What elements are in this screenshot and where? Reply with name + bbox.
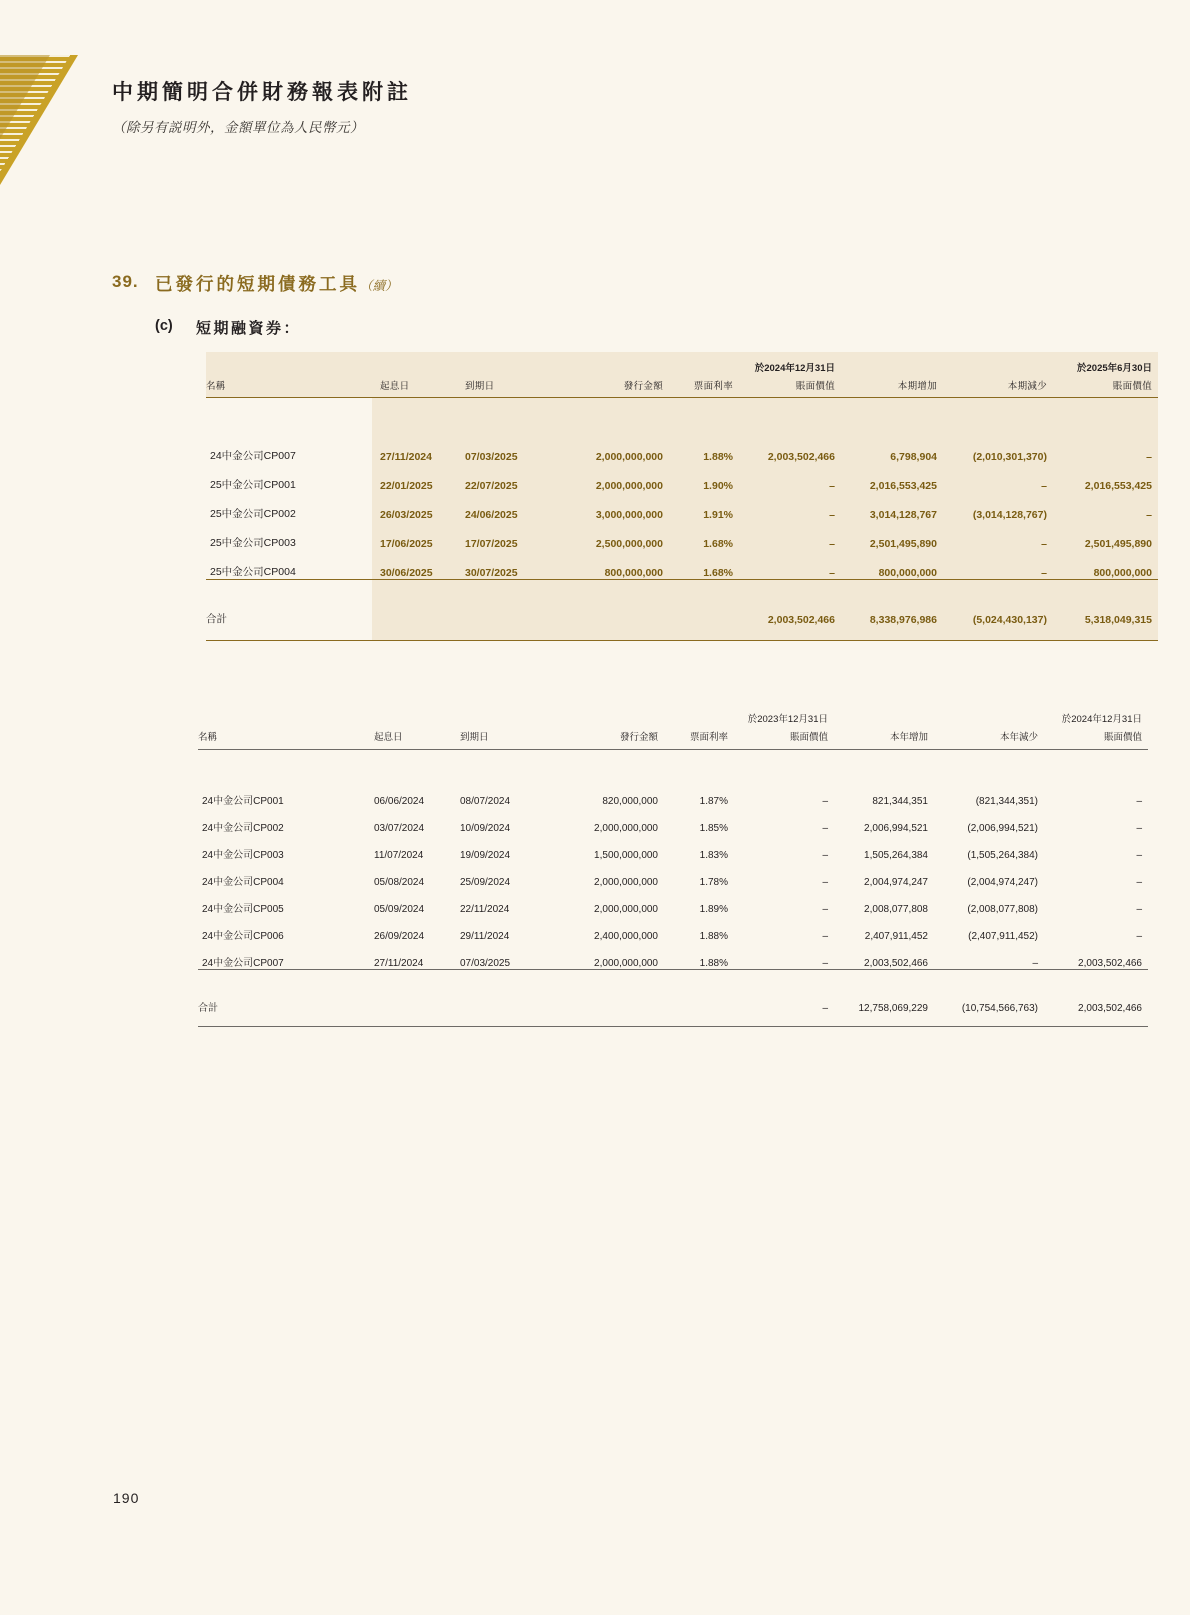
table2-total-row (198, 970, 1148, 1027)
table1-col-maturity: 到期日 (457, 378, 549, 398)
table2-row-name: 24中金公司CP007 (198, 942, 368, 970)
spacer-cell (454, 750, 546, 781)
table2-row-start: 05/09/2024 (374, 904, 425, 915)
table2-row-increase: 2,003,502,466 (834, 942, 934, 970)
table1-row-carrying-begin: 2,003,502,466 (739, 434, 841, 463)
table1-row-start: 22/01/2025 (372, 463, 457, 492)
table1-row-maturity: 30/07/2025 (457, 550, 549, 580)
table1-row-name: 25中金公司CP004 (206, 550, 372, 580)
table2-row-increase: 2,006,994,521 (864, 823, 928, 834)
table1-total-increase: 8,338,976,986 (841, 580, 943, 641)
table2-row-amount: 2,400,000,000 (594, 931, 658, 942)
table2-col-name: 名稱 (198, 729, 368, 750)
spacer-cell (457, 398, 549, 435)
section-title (155, 271, 398, 296)
table2-row-start: 26/09/2024 (374, 931, 425, 942)
table2-row-carrying-end: – (1136, 796, 1142, 807)
spacer-cell (549, 352, 669, 378)
table2-col-amount: 發行金額 (546, 729, 664, 750)
table1-total-label: 合計 (206, 580, 372, 641)
table2-total-increase: 12,758,069,229 (834, 970, 934, 1027)
table1-row-carrying-end: – (1053, 434, 1158, 463)
section-title-text: 已發行的短期債務工具 (155, 274, 360, 294)
table1-row-carrying-end: 2,016,553,425 (1053, 463, 1158, 492)
table1-row-start: 30/06/2025 (372, 550, 457, 580)
table2-date-header-left: 於2023年12月31日 (747, 714, 828, 725)
spacer-cell (372, 580, 457, 641)
table2-row-maturity: 10/09/2024 (460, 823, 511, 834)
table2-row-carrying-end: – (1136, 877, 1142, 888)
table2-row-rate: 1.87% (699, 796, 728, 807)
table1-row-rate: 1.68% (669, 521, 739, 550)
table1-row-rate: 1.68% (669, 550, 739, 580)
subsection-title: 短期融資券： (196, 320, 302, 337)
subsection-label: (c) (155, 318, 173, 334)
spacer-cell (1053, 398, 1158, 435)
table2-row-decrease: – (934, 942, 1044, 970)
table1-col-amount: 發行金額 (549, 378, 669, 398)
table1-row-start: 27/11/2024 (372, 434, 457, 463)
table1-row-decrease: (3,014,128,767) (943, 492, 1053, 521)
spacer-cell (841, 398, 943, 435)
table2-column-header-row (198, 729, 1148, 750)
spacer-cell (1044, 750, 1148, 781)
table1-row-maturity: 07/03/2025 (457, 434, 549, 463)
table2-row-carrying-begin: – (822, 850, 828, 861)
table2-row-carrying-begin: – (822, 931, 828, 942)
table2-row-decrease: (2,006,994,521) (967, 823, 1038, 834)
table1-total-carrying-begin: 2,003,502,466 (739, 580, 841, 641)
table2-row-rate: 1.88% (699, 931, 728, 942)
spacer-cell (834, 750, 934, 781)
spacer-cell (368, 705, 454, 729)
table1-row-amount: 3,000,000,000 (549, 492, 669, 521)
table2-col-carrying-begin: 賬面價值 (734, 729, 834, 750)
table2-row-rate: 1.83% (699, 850, 728, 861)
table-row (198, 807, 1148, 834)
table1-col-carrying-begin: 賬面價值 (739, 378, 841, 398)
table2-row-increase: 1,505,264,384 (864, 850, 928, 861)
table2-row-name: 24中金公司CP003 (202, 850, 284, 861)
table2-total-carrying-begin: – (734, 970, 834, 1027)
spacer-cell (206, 352, 372, 378)
spacer-cell (664, 705, 734, 729)
table2-row-amount: 2,000,000,000 (594, 904, 658, 915)
table1-row-decrease: – (943, 550, 1053, 580)
table1-row-increase: 2,501,495,890 (841, 521, 943, 550)
spacer-cell (669, 580, 739, 641)
spacer-cell (546, 750, 664, 781)
decorative-corner-ornament (0, 55, 78, 185)
table2-row-increase: 2,407,911,452 (864, 931, 928, 942)
table1-col-increase: 本期增加 (841, 378, 943, 398)
table1-total-row (206, 580, 1158, 641)
table1-column-header-row (206, 378, 1158, 398)
table1-date-header-right: 於2025年6月30日 (1053, 352, 1158, 378)
table2-row-decrease: (2,407,911,452) (968, 931, 1038, 942)
spacer-cell (669, 352, 739, 378)
table1-row-amount: 2,500,000,000 (549, 521, 669, 550)
spacer-cell (546, 705, 664, 729)
table1-row-decrease: – (943, 463, 1053, 492)
table1-col-decrease: 本期減少 (943, 378, 1053, 398)
table1-row-increase: 6,798,904 (841, 434, 943, 463)
short-term-financing-bills-table-current (206, 352, 1152, 641)
table2-row-carrying-end: 2,003,502,466 (1044, 942, 1148, 970)
table1-row-amount: 800,000,000 (549, 550, 669, 580)
spacer-cell (734, 750, 834, 781)
table1-total-carrying-end: 5,318,049,315 (1053, 580, 1158, 641)
table2-row-start: 27/11/2024 (368, 942, 454, 970)
table2-row-rate: 1.85% (699, 823, 728, 834)
table-row (198, 942, 1148, 970)
table-row (206, 521, 1158, 550)
table2-row-rate: 1.78% (699, 877, 728, 888)
table2-row-decrease: (2,008,077,808) (967, 904, 1038, 915)
table2-row-carrying-end: – (1136, 823, 1142, 834)
table2-col-rate: 票面利率 (664, 729, 734, 750)
table2-row-name: 24中金公司CP005 (202, 904, 284, 915)
table-row (206, 492, 1158, 521)
table2-row-name: 24中金公司CP002 (202, 823, 284, 834)
table1-col-rate: 票面利率 (669, 378, 739, 398)
table2-row-amount: 1,500,000,000 (594, 850, 658, 861)
table2-row-carrying-end: – (1136, 850, 1142, 861)
table2-row-carrying-begin: – (822, 796, 828, 807)
table-row (198, 780, 1148, 807)
table1-row-name: 25中金公司CP002 (210, 508, 296, 520)
table1-row-increase: 3,014,128,767 (841, 492, 943, 521)
table1-row-carrying-begin: – (739, 521, 841, 550)
table1-row-increase: 800,000,000 (841, 550, 943, 580)
table-row (206, 463, 1158, 492)
table1-row-maturity: 17/07/2025 (457, 521, 549, 550)
spacer-cell (943, 352, 1053, 378)
page-title: 中期簡明合併財務報表附註 (112, 79, 412, 104)
table2-date-header-row (198, 705, 1148, 729)
table2-row-maturity: 29/11/2024 (460, 931, 510, 942)
table-row (198, 834, 1148, 861)
spacer-cell (457, 352, 549, 378)
spacer-cell (943, 398, 1053, 435)
table1-row-rate: 1.91% (669, 492, 739, 521)
table-row (198, 861, 1148, 888)
spacer-cell (841, 352, 943, 378)
table1-date-header-row (206, 352, 1158, 378)
table1-row-rate: 1.90% (669, 463, 739, 492)
table1-row-carrying-begin: – (739, 492, 841, 521)
table2-col-maturity: 到期日 (454, 729, 546, 750)
table1-col-start: 起息日 (372, 378, 457, 398)
table2-row-maturity: 19/09/2024 (460, 850, 511, 861)
table-row (198, 888, 1148, 915)
spacer-cell (664, 750, 734, 781)
corner-triangle-inner (0, 55, 50, 139)
spacer-cell (198, 750, 368, 781)
section-number: 39. (112, 272, 139, 291)
page-subtitle: （除另有説明外，金額單位為人民幣元） (112, 120, 364, 135)
table2-total-carrying-end: 2,003,502,466 (1044, 970, 1148, 1027)
table2-col-carrying-end: 賬面價值 (1044, 729, 1148, 750)
table2-row-start: 03/07/2024 (374, 823, 425, 834)
table1-date-header-left: 於2024年12月31日 (739, 352, 841, 378)
table2-row-increase: 821,344,351 (872, 796, 928, 807)
short-term-financing-bills-table-prior (198, 705, 1142, 1027)
table-row (206, 550, 1158, 580)
spacer-cell (206, 398, 372, 435)
table2-row-name: 24中金公司CP006 (202, 931, 284, 942)
table1-row-maturity: 22/07/2025 (457, 463, 549, 492)
spacer-cell (368, 970, 454, 1027)
table1-row-maturity: 24/06/2025 (457, 492, 549, 521)
section-continued-label: （續） (360, 279, 398, 293)
table2-row-carrying-begin: – (822, 823, 828, 834)
table2-row-maturity: 07/03/2025 (454, 942, 546, 970)
table2-row-amount: 2,000,000,000 (546, 942, 664, 970)
table2-row-decrease: (821,344,351) (975, 796, 1038, 807)
table2-row-decrease: (1,505,264,384) (967, 850, 1038, 861)
table1-row-name: 25中金公司CP003 (210, 537, 296, 549)
spacer-cell (457, 580, 549, 641)
table2-row-maturity: 08/07/2024 (460, 796, 511, 807)
table1-row-carrying-end: – (1053, 492, 1158, 521)
table2-row-maturity: 22/11/2024 (460, 904, 510, 915)
table2-row-amount: 820,000,000 (602, 796, 658, 807)
table2-row-increase: 2,004,974,247 (864, 877, 928, 888)
spacer-cell (934, 750, 1044, 781)
table2-row-carrying-end: – (1136, 931, 1142, 942)
table1-row-start: 17/06/2025 (372, 521, 457, 550)
table1-row-carrying-begin: – (739, 550, 841, 580)
table2-date-header-right: 於2024年12月31日 (1061, 714, 1142, 725)
spacer-cell (664, 970, 734, 1027)
table2-col-increase: 本年增加 (834, 729, 934, 750)
table1-total-decrease: (5,024,430,137) (943, 580, 1053, 641)
spacer-cell (372, 352, 457, 378)
spacer-cell (739, 398, 841, 435)
table2-row-start: 06/06/2024 (374, 796, 425, 807)
table1-col-name: 名稱 (206, 378, 372, 398)
table1-row-increase: 2,016,553,425 (841, 463, 943, 492)
table2-row-carrying-begin: – (822, 904, 828, 915)
table1-row-rate: 1.88% (669, 434, 739, 463)
table1-row-name: 25中金公司CP001 (210, 479, 296, 491)
table1-row-amount: 2,000,000,000 (549, 463, 669, 492)
table2-row-carrying-begin: – (734, 942, 834, 970)
table1-row-decrease: (2,010,301,370) (943, 434, 1053, 463)
table2-row-carrying-end: – (1136, 904, 1142, 915)
table1-row-decrease: – (943, 521, 1053, 550)
table2-spacer-row (198, 750, 1148, 781)
table2-col-start: 起息日 (368, 729, 454, 750)
table2-row-start: 05/08/2024 (374, 877, 425, 888)
table1-row-start: 26/03/2025 (372, 492, 457, 521)
spacer-cell (669, 398, 739, 435)
table2-row-start: 11/07/2024 (374, 850, 424, 861)
page-number: 190 (113, 1490, 140, 1506)
table2-row-increase: 2,008,077,808 (864, 904, 928, 915)
table-row (198, 915, 1148, 942)
table-row (206, 434, 1158, 463)
table2-row-amount: 2,000,000,000 (594, 877, 658, 888)
table2-row-rate: 1.89% (699, 904, 728, 915)
table2-row-decrease: (2,004,974,247) (967, 877, 1038, 888)
table2-row-name: 24中金公司CP004 (202, 877, 284, 888)
table2-total-label: 合計 (198, 970, 368, 1027)
spacer-cell (834, 705, 934, 729)
spacer-cell (454, 705, 546, 729)
spacer-cell (198, 705, 368, 729)
spacer-cell (549, 398, 669, 435)
table2-total-decrease: (10,754,566,763) (934, 970, 1044, 1027)
table1-row-carrying-begin: – (739, 463, 841, 492)
table2-row-rate: 1.88% (664, 942, 734, 970)
spacer-cell (546, 970, 664, 1027)
table1-col-carrying-end: 賬面價值 (1053, 378, 1158, 398)
spacer-cell (549, 580, 669, 641)
table1-row-name: 24中金公司CP007 (210, 450, 296, 462)
table2-row-amount: 2,000,000,000 (594, 823, 658, 834)
spacer-cell (454, 970, 546, 1027)
table1-row-carrying-end: 2,501,495,890 (1053, 521, 1158, 550)
table1-row-carrying-end: 800,000,000 (1053, 550, 1158, 580)
table2-row-name: 24中金公司CP001 (202, 796, 284, 807)
table2-row-carrying-begin: – (822, 877, 828, 888)
spacer-cell (934, 705, 1044, 729)
table2-col-decrease: 本年減少 (934, 729, 1044, 750)
table1-spacer-row (206, 398, 1158, 435)
table1-row-amount: 2,000,000,000 (549, 434, 669, 463)
spacer-cell (372, 398, 457, 435)
table2-row-maturity: 25/09/2024 (460, 877, 511, 888)
spacer-cell (368, 750, 454, 781)
page-header (112, 76, 1012, 136)
